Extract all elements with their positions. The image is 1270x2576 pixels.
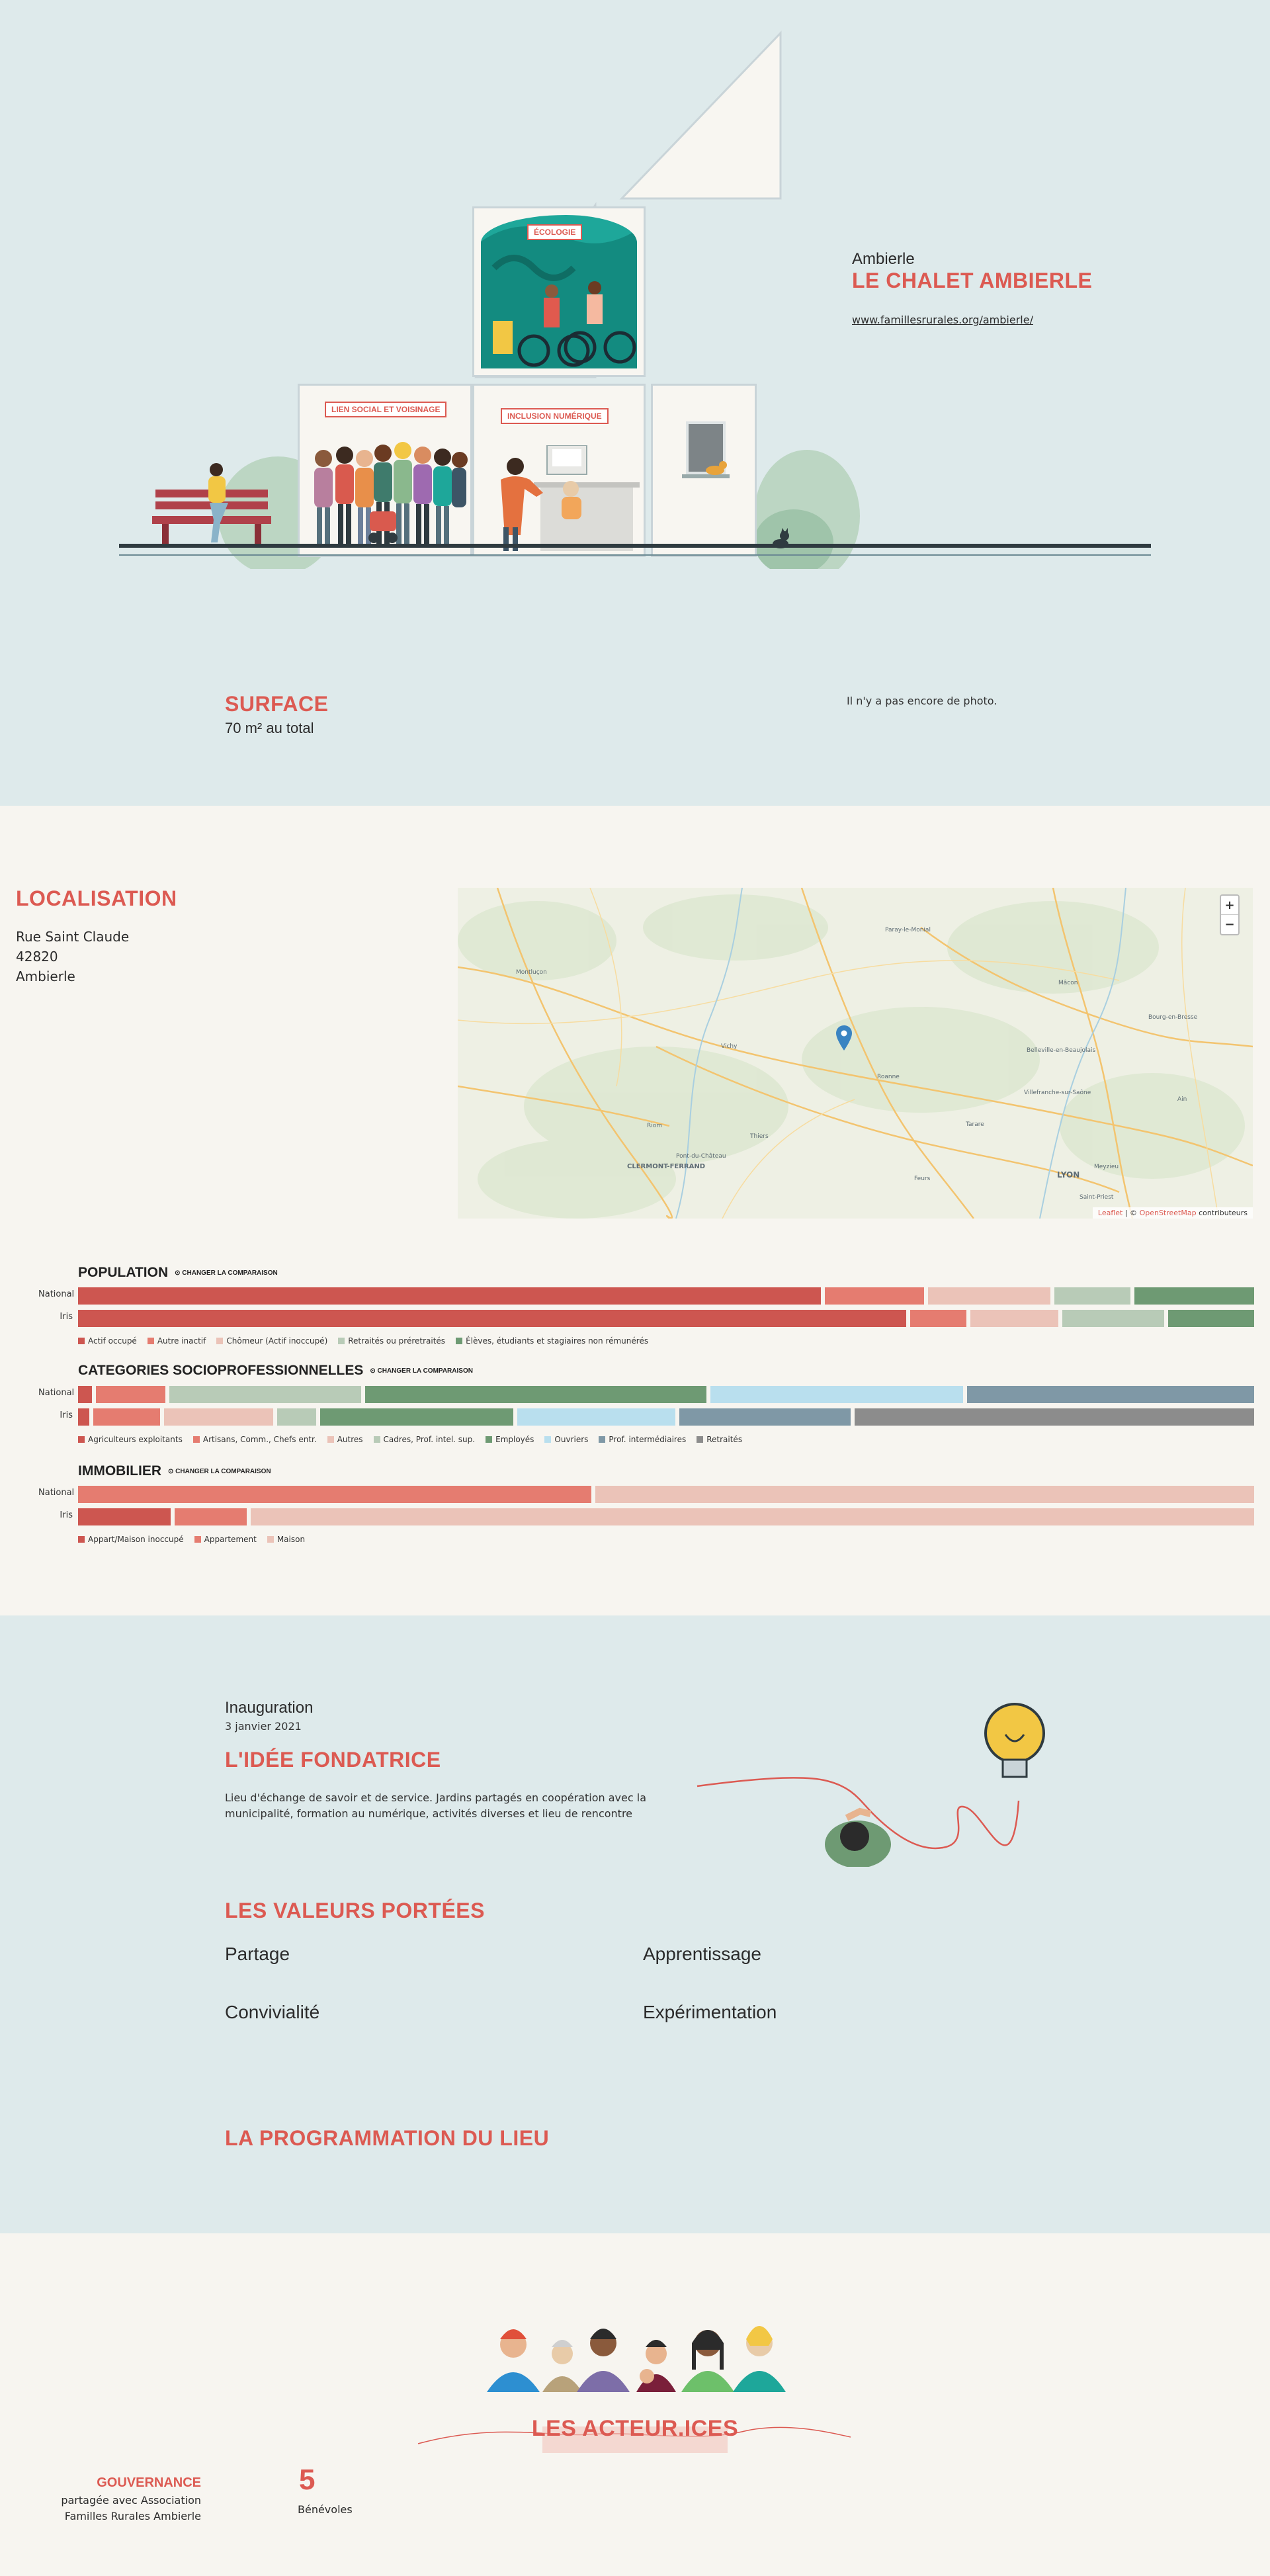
map[interactable]: [458, 888, 1253, 1219]
ecology-box: [472, 206, 646, 377]
bench-illustration: [149, 463, 275, 549]
governance-line2: Familles Rurales Ambierle: [64, 2510, 201, 2522]
bar-segment[interactable]: [78, 1508, 171, 1525]
value-item: Apprentissage: [643, 1944, 762, 1964]
tag-social: LIEN SOCIAL ET VOISINAGE: [325, 402, 446, 417]
legend-item: [148, 1336, 206, 1346]
legend-item: [78, 1435, 183, 1444]
idea-text-line1: Lieu d'échange de savoir et de service. Jardins partagés en coopération avec la: [225, 1791, 646, 1804]
zoom-control: [1220, 894, 1240, 935]
map-label: LYON: [1057, 1170, 1080, 1180]
zoom-in-button[interactable]: +: [1221, 896, 1238, 915]
immo-title: IMMOBILIER: [78, 1463, 161, 1479]
bar-segment[interactable]: [595, 1486, 1254, 1503]
bar-segment[interactable]: [175, 1508, 247, 1525]
map-label: Belleville-en-Beaujolais: [1027, 1047, 1096, 1054]
legend-swatch: [544, 1436, 551, 1443]
map-label: Saint-Priest: [1080, 1194, 1114, 1201]
social-box: [298, 384, 472, 557]
legend-item: [194, 1535, 257, 1544]
legend-label: Chômeur (Actif inoccupé): [226, 1336, 328, 1346]
bar-segment[interactable]: [169, 1386, 361, 1403]
legend-label: Retraités: [706, 1435, 743, 1444]
bar-segment[interactable]: [1062, 1310, 1164, 1327]
csp-row-label-iris: Iris: [60, 1410, 73, 1420]
cat-illustration: [704, 458, 727, 476]
legend-label: Agriculteurs exploitants: [88, 1435, 183, 1444]
surface-title: SURFACE: [225, 692, 329, 716]
photo-note: Il n'y a pas encore de photo.: [847, 695, 997, 707]
computer-illustration: [481, 445, 640, 551]
immo-row-label-iris: Iris: [60, 1510, 73, 1520]
tag-ecology: ÉCOLOGIE: [527, 224, 582, 240]
legend-label: Maison: [276, 1535, 306, 1544]
address-city: Ambierle: [16, 968, 75, 984]
csp-chart-title: [78, 1363, 473, 1379]
legend-label: Retraités ou préretraités: [348, 1336, 446, 1346]
value-item: Convivialité: [225, 2002, 320, 2022]
map-label: Thiers: [750, 1133, 769, 1140]
value-item: Partage: [225, 1944, 290, 1964]
values-title: LES VALEURS PORTÉES: [225, 1899, 485, 1922]
zoom-out-button[interactable]: −: [1224, 918, 1235, 931]
bar-segment[interactable]: [1168, 1310, 1254, 1327]
bar-segment[interactable]: [928, 1287, 1050, 1305]
bar-segment[interactable]: [93, 1408, 160, 1426]
map-label: Mâcon: [1058, 980, 1078, 986]
crowd-illustration: [304, 419, 468, 551]
legend-swatch: [78, 1338, 85, 1344]
event-name: Inauguration: [225, 1699, 314, 1717]
hero-section: [0, 0, 1270, 806]
legend-item: [216, 1336, 327, 1346]
ground-line: [119, 544, 1151, 548]
place-url-link[interactable]: www.famillesrurales.org/ambierle/: [852, 314, 1033, 326]
legend-item: [267, 1535, 305, 1544]
legend-label: Appart/Maison inoccupé: [88, 1535, 184, 1544]
legend-swatch: [697, 1436, 703, 1443]
place-name: LE CHALET AMBIERLE: [852, 269, 1093, 292]
legend-item: [193, 1435, 317, 1444]
volunteers-label: Bénévoles: [298, 2503, 353, 2516]
map-label: Bourg-en-Bresse: [1148, 1014, 1198, 1021]
governance-title: GOUVERNANCE: [97, 2475, 201, 2490]
legend-item: [78, 1336, 137, 1346]
governance-line1: partagée avec Association: [61, 2494, 201, 2507]
bar-segment[interactable]: [825, 1287, 925, 1305]
legend-swatch: [267, 1536, 274, 1543]
legend-item: [78, 1535, 184, 1544]
bar-segment[interactable]: [1054, 1287, 1131, 1305]
population-row-label-iris: Iris: [60, 1312, 73, 1322]
ground-line-2: [119, 554, 1151, 556]
csp-legend: [78, 1435, 742, 1444]
bar-segment[interactable]: [164, 1408, 273, 1426]
bar-segment[interactable]: [365, 1386, 706, 1403]
legend-swatch: [216, 1338, 223, 1344]
legend-swatch: [374, 1436, 380, 1443]
place-city: Ambierle: [852, 250, 915, 268]
address-postcode: 42820: [16, 949, 58, 965]
csp-switch-button[interactable]: ⊙ CHANGER LA COMPARAISON: [370, 1367, 473, 1375]
programmation-title: LA PROGRAMMATION DU LIEU: [225, 2126, 550, 2150]
legend-label: Cadres, Prof. intel. sup.: [383, 1435, 476, 1444]
bar-segment[interactable]: [679, 1408, 851, 1426]
bar-segment[interactable]: [78, 1486, 591, 1503]
csp-bar-national[interactable]: [78, 1386, 1254, 1403]
leaflet-link[interactable]: Leaflet: [1097, 1209, 1123, 1217]
bar-segment[interactable]: [517, 1408, 676, 1426]
immo-row-label-national: National: [38, 1488, 75, 1498]
map-attribution: [1093, 1207, 1253, 1219]
bar-segment[interactable]: [78, 1287, 821, 1305]
actors-title: LES ACTEUR.ICES: [531, 2416, 739, 2441]
bar-segment[interactable]: [277, 1408, 316, 1426]
legend-label: Prof. intermédiaires: [609, 1435, 687, 1444]
legend-label: Employés: [495, 1435, 534, 1444]
attribution-sep: | ©: [1122, 1209, 1140, 1217]
csp-title: CATEGORIES SOCIOPROFESSIONNELLES: [78, 1363, 364, 1378]
value-item: Expérimentation: [643, 2002, 777, 2022]
legend-item: [374, 1435, 476, 1444]
map-tiles: [458, 888, 1253, 1219]
map-label: Riom: [647, 1123, 663, 1129]
actors-section: [0, 2233, 1270, 2576]
legend-swatch: [148, 1338, 154, 1344]
localisation-section: [0, 806, 1270, 1615]
population-title: POPULATION: [78, 1265, 169, 1280]
map-label: Tarare: [966, 1121, 984, 1128]
population-chart-title: [78, 1265, 278, 1281]
legend-label: Élèves, étudiants et stagiaires non rémunérés: [466, 1336, 649, 1346]
population-bar-national[interactable]: [78, 1287, 1254, 1305]
legend-swatch: [327, 1436, 334, 1443]
immo-bar-national[interactable]: [78, 1486, 1254, 1503]
event-date: 3 janvier 2021: [225, 1720, 302, 1733]
legend-swatch: [194, 1536, 201, 1543]
digital-box: [472, 384, 646, 557]
window-box: [651, 384, 757, 557]
population-bar-iris[interactable]: [78, 1310, 1254, 1327]
bar-segment[interactable]: [970, 1310, 1058, 1327]
legend-label: Ouvriers: [554, 1435, 589, 1444]
bar-segment[interactable]: [251, 1508, 1254, 1525]
map-label: Montluçon: [516, 969, 547, 976]
idea-section: [0, 1615, 1270, 2233]
legend-label: Appartement: [204, 1535, 257, 1544]
bar-segment[interactable]: [320, 1408, 513, 1426]
immo-legend: [78, 1535, 305, 1544]
bar-segment[interactable]: [78, 1408, 89, 1426]
map-label: Ain: [1177, 1096, 1187, 1103]
bar-segment[interactable]: [710, 1386, 964, 1403]
map-label: CLERMONT-FERRAND: [627, 1163, 706, 1170]
legend-label: Autres: [337, 1435, 363, 1444]
immo-bar-iris[interactable]: [78, 1508, 1254, 1525]
map-label: Roanne: [877, 1074, 900, 1080]
idea-title: L'IDÉE FONDATRICE: [225, 1748, 441, 1772]
volunteers-count: 5: [299, 2464, 316, 2496]
osm-link[interactable]: OpenStreetMap: [1139, 1209, 1197, 1217]
legend-swatch: [456, 1338, 462, 1344]
address-street: Rue Saint Claude: [16, 929, 130, 945]
legend-label: Artisans, Comm., Chefs entr.: [202, 1435, 317, 1444]
bar-segment[interactable]: [855, 1408, 1254, 1426]
legend-item: [456, 1336, 648, 1346]
map-label: Paray-le-Monial: [885, 927, 931, 933]
legend-item: [327, 1435, 363, 1444]
immo-switch-button[interactable]: ⊙ CHANGER LA COMPARAISON: [168, 1468, 271, 1475]
legend-item: [486, 1435, 534, 1444]
lightbulb-illustration: [695, 1695, 1058, 1867]
legend-swatch: [78, 1536, 85, 1543]
immo-chart-title: [78, 1463, 271, 1479]
legend-swatch: [599, 1436, 605, 1443]
legend-item: [544, 1435, 588, 1444]
csp-row-label-national: National: [38, 1388, 75, 1398]
bar-segment[interactable]: [78, 1386, 92, 1403]
population-legend: [78, 1336, 648, 1346]
legend-label: Autre inactif: [157, 1336, 206, 1346]
bar-segment[interactable]: [78, 1310, 906, 1327]
map-label: Feurs: [914, 1176, 931, 1182]
bar-segment[interactable]: [910, 1310, 966, 1327]
surface-value: 70 m² au total: [225, 720, 314, 736]
map-marker-icon[interactable]: [836, 1025, 852, 1051]
tag-digital: INCLUSION NUMÉRIQUE: [501, 408, 609, 424]
legend-swatch: [486, 1436, 492, 1443]
legend-swatch: [193, 1436, 200, 1443]
map-label: Villefranche-sur-Saône: [1024, 1090, 1091, 1096]
map-label: Vichy: [721, 1043, 738, 1050]
legend-item: [338, 1336, 445, 1346]
legend-swatch: [338, 1338, 345, 1344]
idea-text-line2: municipalité, formation au numérique, activités diverses et lieu de rencontre: [225, 1807, 633, 1820]
localisation-title: LOCALISATION: [16, 886, 177, 910]
legend-item: [697, 1435, 742, 1444]
population-row-label-national: National: [38, 1289, 75, 1299]
bar-segment[interactable]: [967, 1386, 1254, 1403]
attribution-suffix: contributeurs: [1196, 1209, 1248, 1217]
bar-segment[interactable]: [1134, 1287, 1254, 1305]
legend-swatch: [78, 1436, 85, 1443]
actors-illustration: [487, 2313, 786, 2392]
legend-item: [599, 1435, 686, 1444]
map-label: Pont-du-Château: [676, 1153, 726, 1160]
csp-bar-iris[interactable]: [78, 1408, 1254, 1426]
legend-label: Actif occupé: [88, 1336, 137, 1346]
map-label: Meyzieu: [1094, 1164, 1119, 1170]
bar-segment[interactable]: [96, 1386, 165, 1403]
population-switch-button[interactable]: ⊙ CHANGER LA COMPARAISON: [175, 1269, 278, 1277]
